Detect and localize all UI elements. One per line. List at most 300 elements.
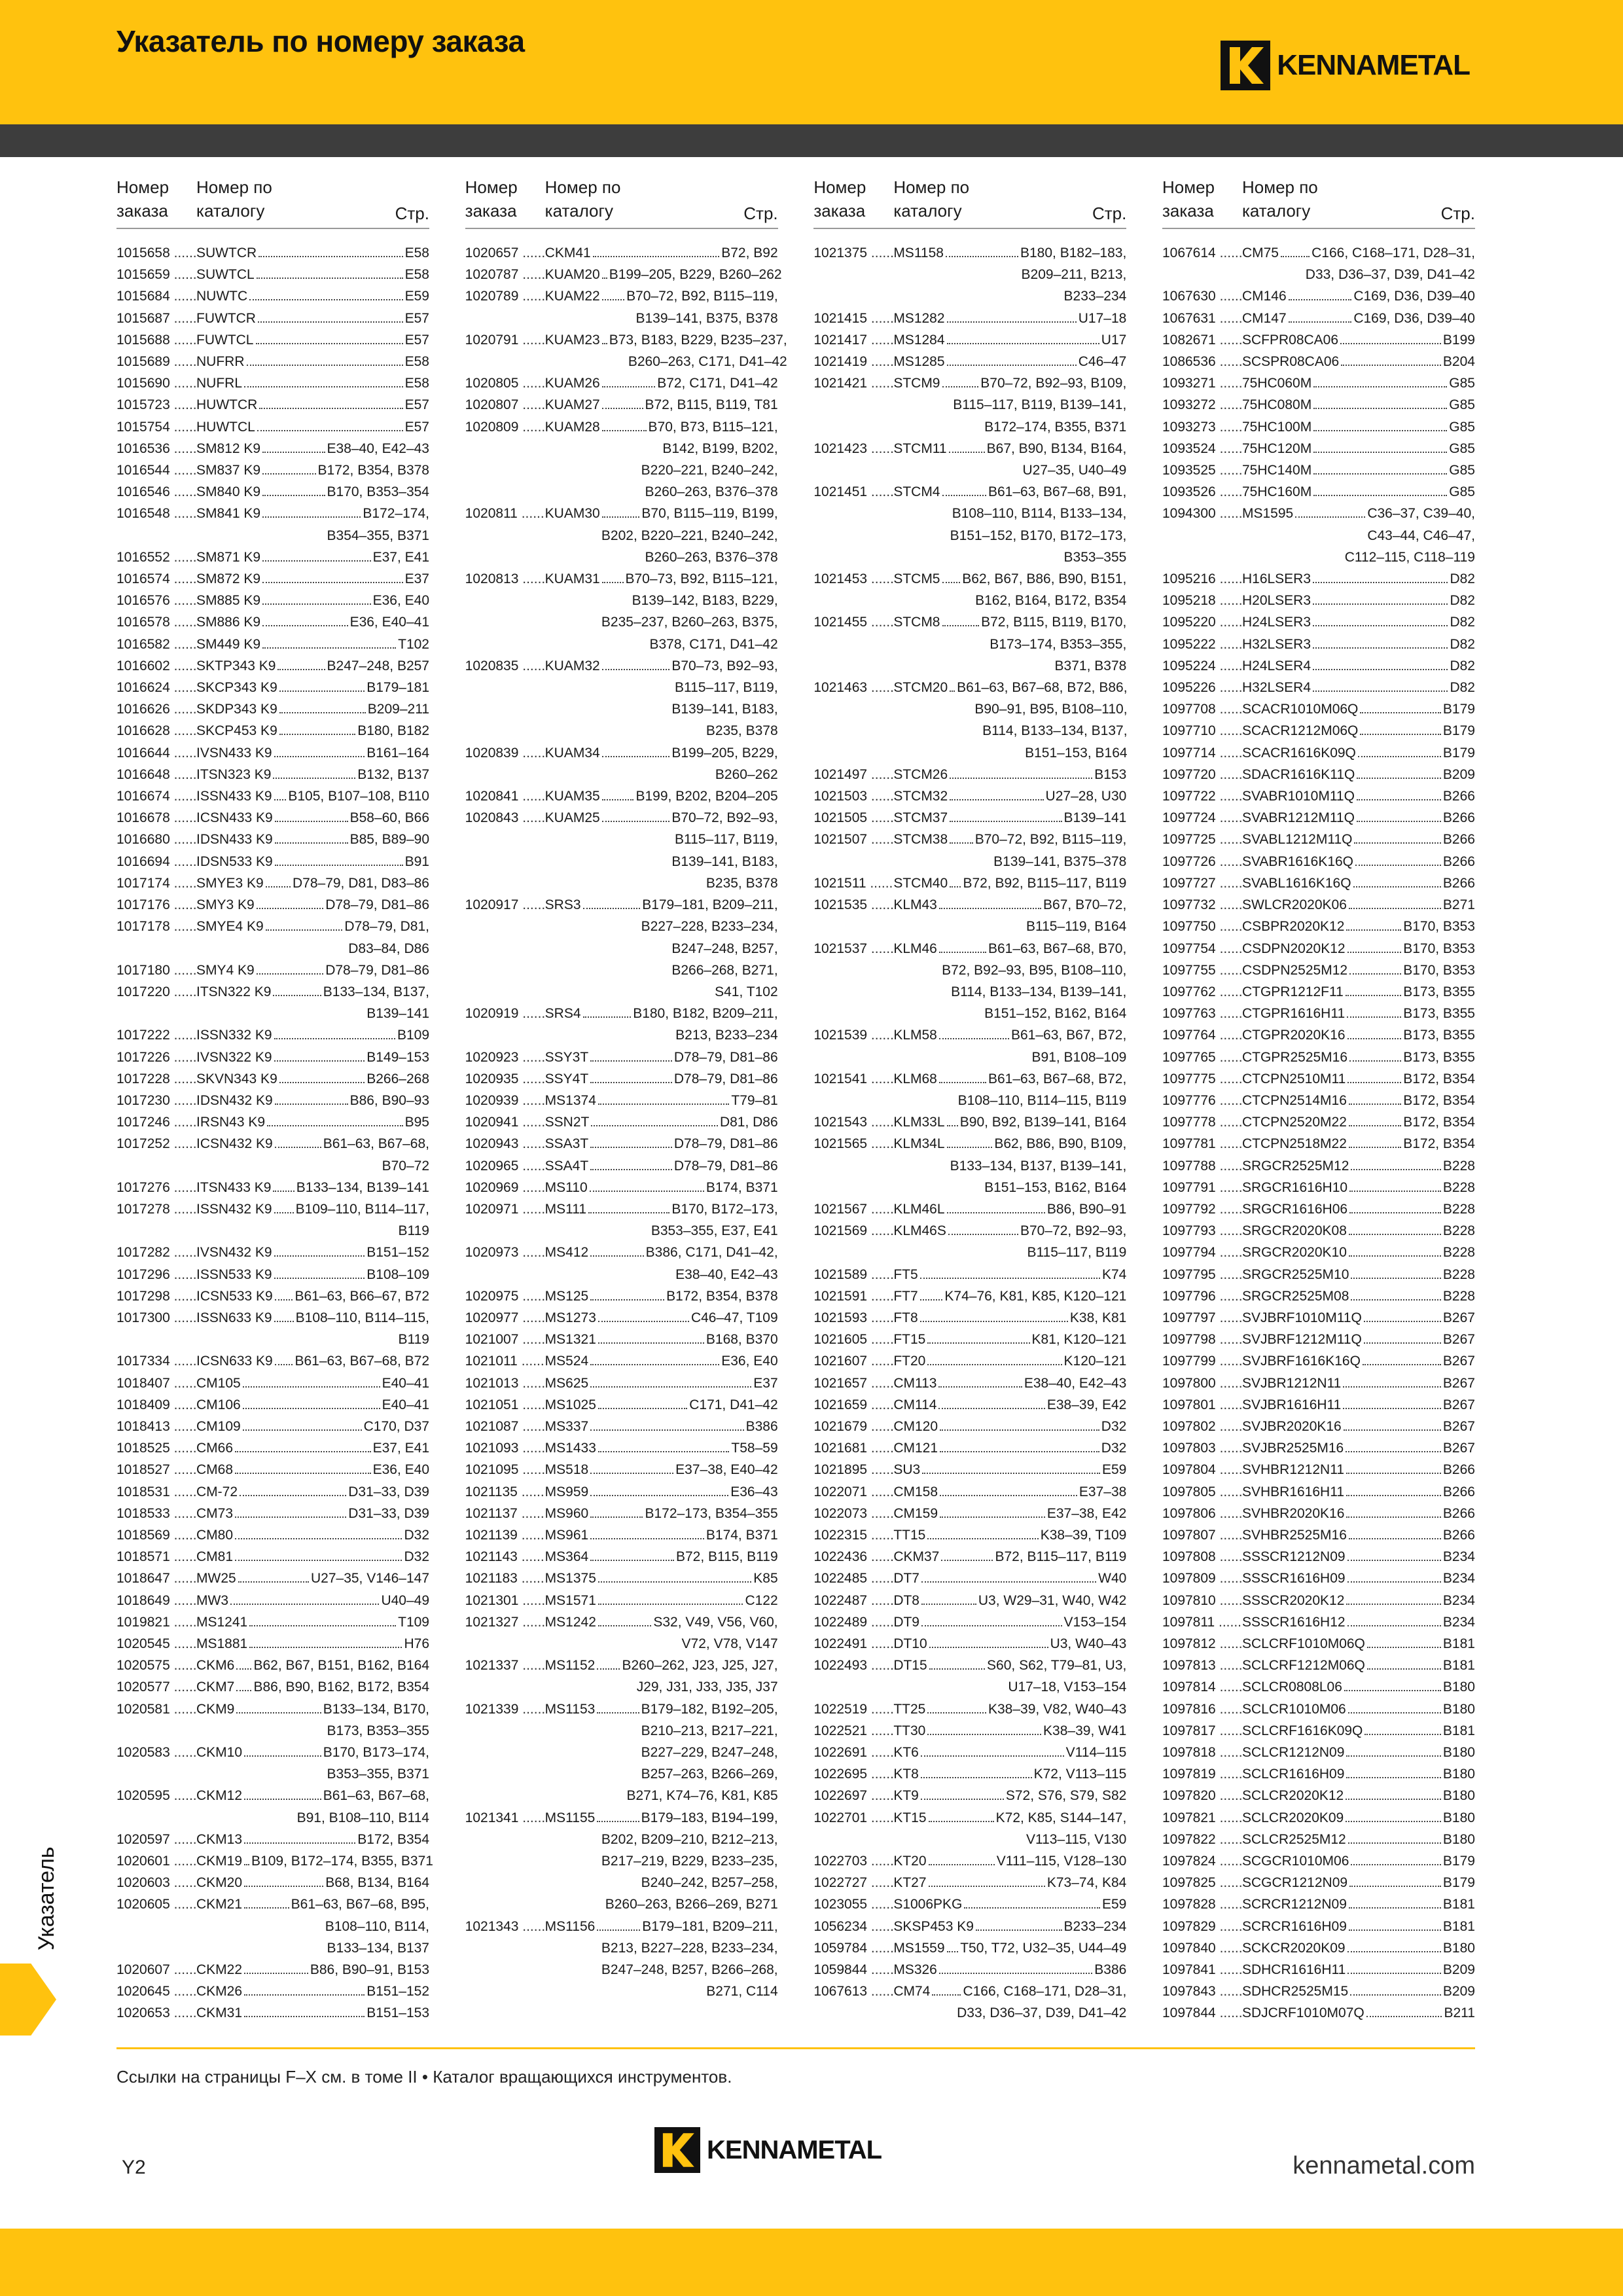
order-number: 1017178 ..... bbox=[116, 916, 196, 959]
index-entry bbox=[465, 1568, 778, 1589]
catalog-number: SSY3T bbox=[544, 1049, 589, 1065]
index-entry bbox=[813, 1742, 1126, 1763]
index-entry bbox=[813, 242, 1126, 308]
catalog-number: FUWTCL bbox=[196, 332, 254, 348]
catalog-number: SRGCR1616H06 bbox=[1241, 1201, 1348, 1217]
order-number: 1022701 ..... bbox=[813, 1807, 893, 1850]
catalog-number: SM841 K9 bbox=[196, 506, 261, 522]
side-tab-label: Указатель bbox=[34, 1846, 59, 1950]
order-number: 1020835 ..... bbox=[465, 655, 545, 742]
catalog-number: SSSCR1212N09 bbox=[1241, 1549, 1346, 1565]
catalog-number: CKM10 bbox=[196, 1745, 243, 1761]
index-entry bbox=[1162, 459, 1475, 481]
catalog-number: MS364 bbox=[544, 1549, 589, 1565]
catalog-number: H24LSER3 bbox=[1241, 615, 1311, 630]
page-reference: B61–63, B67–68, B72, B86, bbox=[957, 680, 1128, 696]
index-entry bbox=[116, 481, 429, 503]
catalog-number: MS1282 bbox=[893, 310, 945, 326]
catalog-number: MS961 bbox=[544, 1527, 589, 1543]
index-entry bbox=[1162, 1676, 1475, 1698]
index-entry bbox=[813, 1611, 1126, 1633]
order-number: 1097795 ..... bbox=[1162, 1264, 1242, 1285]
order-number: 1017174 ..... bbox=[116, 872, 196, 894]
order-number: 1097804 ..... bbox=[1162, 1459, 1242, 1480]
catalog-number: KLM46S bbox=[893, 1223, 946, 1239]
index-entry bbox=[1162, 1285, 1475, 1307]
index-entry bbox=[813, 308, 1126, 329]
order-number: 1015723 ..... bbox=[116, 394, 196, 416]
page-reference: D31–33, D39 bbox=[348, 1484, 429, 1499]
index-entry bbox=[116, 1111, 429, 1133]
page-reference: B228 bbox=[1442, 1158, 1475, 1174]
catalog-number: DT8 bbox=[893, 1592, 919, 1608]
catalog-number: FUWTCR bbox=[196, 310, 256, 326]
catalog-number: CKM37 bbox=[893, 1549, 940, 1565]
index-entry bbox=[116, 590, 429, 611]
order-number: 1017296 ..... bbox=[116, 1264, 196, 1285]
page-reference: E37–38, E40–42 bbox=[675, 1462, 778, 1478]
catalog-number: SKTP343 K9 bbox=[196, 658, 276, 673]
page-reference: B151–152 bbox=[366, 1245, 429, 1261]
page-reference: T79–81 bbox=[731, 1092, 778, 1108]
page-reference-continued: B114, B133–134, B137, bbox=[982, 723, 1128, 739]
order-number: 1022703 ..... bbox=[813, 1850, 893, 1872]
catalog-number: CKM19 bbox=[196, 1854, 243, 1869]
order-number: 1021339 ..... bbox=[465, 1698, 545, 1807]
order-number: 1021093 ..... bbox=[465, 1437, 545, 1459]
page-reference: D78–79, D81–86 bbox=[673, 1071, 778, 1086]
page-reference: T102 bbox=[398, 636, 429, 652]
order-number: 1022489 ..... bbox=[813, 1611, 893, 1633]
page-reference: B266 bbox=[1442, 810, 1475, 826]
page-reference: B180 bbox=[1442, 1679, 1475, 1695]
page-reference: B91 bbox=[404, 853, 429, 869]
page-reference-continued: B227–229, B247–248, bbox=[641, 1745, 778, 1761]
page-reference-continued: B260–263, B376–378 bbox=[645, 484, 778, 500]
index-entry bbox=[813, 1503, 1126, 1524]
catalog-number: CM147 bbox=[1241, 310, 1287, 326]
catalog-number: DT15 bbox=[893, 1658, 927, 1674]
page-reference: E36, E40 bbox=[372, 593, 429, 609]
catalog-number: KLM68 bbox=[893, 1071, 937, 1086]
index-entry bbox=[465, 1003, 778, 1046]
page-reference: B174, B371 bbox=[705, 1179, 778, 1195]
order-number: 1020545 ..... bbox=[116, 1633, 196, 1655]
catalog-number: STCM40 bbox=[893, 875, 948, 891]
order-number: 1020841 ..... bbox=[465, 785, 545, 807]
order-number: 1020973 ..... bbox=[465, 1242, 545, 1285]
page-reference: B173, B355 bbox=[1403, 1006, 1475, 1022]
index-entry bbox=[1162, 1807, 1475, 1829]
page-reference-continued: B233–234 bbox=[1063, 289, 1127, 304]
index-entry bbox=[465, 1372, 778, 1394]
page-reference: D82 bbox=[1450, 636, 1475, 652]
index-entry bbox=[1162, 1590, 1475, 1611]
index-entry bbox=[116, 285, 429, 307]
catalog-number: SVJBRF1212M11Q bbox=[1241, 1332, 1362, 1348]
kennametal-k-icon bbox=[654, 2127, 700, 2173]
index-entry bbox=[116, 807, 429, 829]
page-reference: B266 bbox=[1442, 789, 1475, 804]
index-entry bbox=[813, 1568, 1126, 1589]
order-number: 1097801 ..... bbox=[1162, 1394, 1242, 1416]
catalog-number: TT30 bbox=[893, 1723, 926, 1738]
page-reference: B70, B73, B115–121, bbox=[648, 419, 778, 435]
page-reference: E58 bbox=[404, 267, 429, 283]
index-entry bbox=[1162, 655, 1475, 677]
catalog-number: 75HC160M bbox=[1241, 484, 1312, 500]
page-reference: B233–234 bbox=[1063, 1918, 1127, 1934]
catalog-number: MS1153 bbox=[544, 1701, 596, 1717]
catalog-number: CKM21 bbox=[196, 1897, 243, 1912]
catalog-number: KLM58 bbox=[893, 1028, 937, 1043]
order-number: 1020805 ..... bbox=[465, 372, 545, 394]
catalog-number: SRGCR2525M10 bbox=[1241, 1266, 1349, 1282]
page-reference: K38–39, T109 bbox=[1040, 1527, 1127, 1543]
index-entry bbox=[116, 1481, 429, 1503]
catalog-number: SM837 K9 bbox=[196, 463, 261, 478]
page-reference-continued: B115–117, B119, B139–141, bbox=[953, 397, 1127, 413]
page-reference: B70–72, B92–93, B109, bbox=[980, 376, 1127, 391]
index-entry bbox=[465, 1047, 778, 1068]
page-reference: B61–63, B67–68, B95, bbox=[291, 1897, 429, 1912]
catalog-number: KLM43 bbox=[893, 897, 937, 913]
index-entry bbox=[813, 1350, 1126, 1372]
order-number: 1021593 ..... bbox=[813, 1307, 893, 1329]
index-entry bbox=[813, 829, 1126, 872]
index-entry bbox=[116, 1242, 429, 1263]
catalog-number: CTGPR1616H11 bbox=[1241, 1006, 1346, 1022]
page-reference: B180 bbox=[1442, 1940, 1475, 1956]
catalog-number: TT15 bbox=[893, 1527, 926, 1543]
page-reference-continued: B133–134, B137 bbox=[327, 1940, 429, 1956]
catalog-number: SSA4T bbox=[544, 1158, 589, 1174]
page-reference: B209 bbox=[1442, 766, 1475, 782]
page-reference-continued: B139–141 bbox=[366, 1006, 429, 1022]
index-entry bbox=[116, 1264, 429, 1285]
index-entry bbox=[116, 394, 429, 416]
page-reference: B181 bbox=[1442, 1658, 1475, 1674]
page-reference: U17–18 bbox=[1078, 310, 1127, 326]
order-number: 1017222 ..... bbox=[116, 1024, 196, 1046]
catalog-number: SCSPR08CA06 bbox=[1241, 354, 1340, 370]
page-reference: B68, B134, B164 bbox=[325, 1875, 429, 1891]
page-reference: B109, B172–174, B355, B371 bbox=[251, 1854, 433, 1869]
catalog-number: MS518 bbox=[544, 1462, 589, 1478]
header-catalog-number: Номер по каталогу bbox=[196, 177, 272, 221]
page-reference-continued: B72, B92–93, B95, B108–110, bbox=[942, 962, 1127, 978]
page-reference-continued: B271, K74–76, K81, K85 bbox=[626, 1788, 778, 1804]
page-reference: B61–63, B67, B72, bbox=[1011, 1028, 1127, 1043]
index-entry bbox=[116, 785, 429, 807]
order-number: 1067613 ..... bbox=[813, 1981, 893, 2024]
page-reference: B58–60, B66 bbox=[349, 810, 429, 826]
catalog-number: SVJBRF1616K16Q bbox=[1241, 1354, 1361, 1369]
index-entry bbox=[116, 1133, 429, 1176]
order-number: 1097818 ..... bbox=[1162, 1742, 1242, 1763]
catalog-number: SCFPR08CA06 bbox=[1241, 332, 1339, 348]
page-reference-continued: B173, B353–355 bbox=[327, 1723, 429, 1738]
header-order-number: Номер заказа bbox=[813, 177, 866, 221]
catalog-number: 75HC100M bbox=[1241, 419, 1312, 435]
index-entry bbox=[813, 1720, 1126, 1742]
page-reference-continued: B172–174, B355, B371 bbox=[984, 419, 1127, 435]
order-number: 1086536 ..... bbox=[1162, 351, 1242, 372]
catalog-number: CM120 bbox=[893, 1418, 938, 1434]
index-entry bbox=[813, 611, 1126, 677]
index-entry bbox=[465, 1090, 778, 1111]
page-reference: B109 bbox=[397, 1028, 429, 1043]
index-entry bbox=[1162, 916, 1475, 937]
page-reference-continued: B202, B209–210, B212–213, bbox=[601, 1831, 778, 1847]
page-reference: E38–40, E42–43 bbox=[327, 440, 429, 456]
catalog-number: NUWTC bbox=[196, 289, 248, 304]
order-number: 1097840 ..... bbox=[1162, 1937, 1242, 1959]
order-number: 1020603 ..... bbox=[116, 1872, 196, 1893]
page-reference: B90, B92, B139–141, B164 bbox=[959, 1115, 1127, 1130]
catalog-number: MW3 bbox=[196, 1592, 228, 1608]
order-number: 1015684 ..... bbox=[116, 285, 196, 307]
index-entry bbox=[813, 1133, 1126, 1198]
page-reference: D82 bbox=[1450, 593, 1475, 609]
order-number: 1018525 ..... bbox=[116, 1437, 196, 1459]
catalog-number: SWLCR2020K06 bbox=[1241, 897, 1347, 913]
page-reference-continued: B139–141, B183, bbox=[671, 702, 778, 717]
order-number: 1020597 ..... bbox=[116, 1829, 196, 1850]
order-number: 1021463 ..... bbox=[813, 677, 893, 764]
index-entry bbox=[465, 1133, 778, 1155]
index-entry bbox=[1162, 329, 1475, 351]
catalog-number: CM75 bbox=[1241, 245, 1279, 260]
index-entry bbox=[1162, 1437, 1475, 1459]
header-catalog-number: Номер по каталогу bbox=[893, 177, 970, 221]
page-reference: B170, B173–174, bbox=[323, 1745, 429, 1761]
page-reference: B228 bbox=[1442, 1223, 1475, 1239]
page-reference: B266 bbox=[1442, 853, 1475, 869]
page-reference: D78–79, D81–86 bbox=[673, 1049, 778, 1065]
order-number: 1095224 ..... bbox=[1162, 655, 1242, 677]
order-number: 1022485 ..... bbox=[813, 1568, 893, 1589]
page-reference: B172–173, B354–355 bbox=[645, 1505, 778, 1521]
index-entry bbox=[116, 981, 429, 1024]
catalog-number: CKM7 bbox=[196, 1679, 235, 1695]
index-entry bbox=[813, 1394, 1126, 1416]
page-reference: B172, B354 bbox=[357, 1831, 429, 1847]
index-entry bbox=[465, 394, 778, 416]
catalog-number: SCLCR2020K12 bbox=[1241, 1788, 1344, 1804]
order-number: 1020789 ..... bbox=[465, 285, 545, 329]
order-number: 1097794 ..... bbox=[1162, 1242, 1242, 1263]
order-number: 1020787 ..... bbox=[465, 264, 545, 285]
website-link[interactable]: kennametal.com bbox=[1293, 2152, 1475, 2179]
page-reference: B70, B115–119, B199, bbox=[641, 506, 778, 522]
catalog-number: SRGCR1616H10 bbox=[1241, 1179, 1348, 1195]
index-entry bbox=[465, 655, 778, 742]
order-number: 1021565 ..... bbox=[813, 1133, 893, 1198]
page-reference: B172, B354 bbox=[1403, 1092, 1475, 1108]
index-column bbox=[813, 175, 1126, 2028]
catalog-number: SVABL1212M11Q bbox=[1241, 832, 1353, 848]
index-entry bbox=[1162, 1090, 1475, 1111]
index-entry bbox=[465, 1916, 778, 2003]
index-entry bbox=[465, 372, 778, 394]
page-reference: B170, B353 bbox=[1403, 919, 1475, 935]
page-reference: C169, D36, D39–40 bbox=[1353, 310, 1475, 326]
page-reference: E38–40, E42–43 bbox=[1024, 1375, 1127, 1391]
index-entry bbox=[116, 1698, 429, 1742]
index-entry bbox=[1162, 1655, 1475, 1676]
page-reference: B228 bbox=[1442, 1266, 1475, 1282]
index-entry bbox=[465, 1503, 778, 1524]
index-entry bbox=[1162, 481, 1475, 503]
catalog-number: KUAM35 bbox=[544, 789, 600, 804]
order-number: 1097809 ..... bbox=[1162, 1568, 1242, 1589]
header-page: Стр. bbox=[1440, 204, 1475, 223]
index-entry bbox=[813, 764, 1126, 785]
page-reference: B204 bbox=[1442, 354, 1475, 370]
page-reference: B70–72, B92–93, bbox=[671, 810, 778, 826]
index-entry bbox=[465, 1611, 778, 1655]
catalog-number: CTCPN2514M16 bbox=[1241, 1092, 1347, 1108]
index-entry bbox=[465, 1198, 778, 1242]
order-number: 1021417 ..... bbox=[813, 329, 893, 351]
order-number: 1017300 ..... bbox=[116, 1307, 196, 1350]
order-number: 1097812 ..... bbox=[1162, 1633, 1242, 1655]
header-stripe bbox=[0, 124, 1623, 157]
order-number: 1022491 ..... bbox=[813, 1633, 893, 1655]
catalog-number: MS1375 bbox=[544, 1571, 596, 1587]
index-entry bbox=[1162, 1329, 1475, 1350]
order-number: 1093524 ..... bbox=[1162, 438, 1242, 459]
index-entry bbox=[116, 329, 429, 351]
index-entry bbox=[1162, 503, 1475, 568]
order-number: 1097778 ..... bbox=[1162, 1111, 1242, 1133]
order-number: 1097814 ..... bbox=[1162, 1676, 1242, 1698]
index-entry bbox=[1162, 242, 1475, 285]
catalog-number: SCLCR1212N09 bbox=[1241, 1745, 1345, 1761]
index-entry bbox=[813, 1068, 1126, 1111]
catalog-number: KUAM26 bbox=[544, 376, 600, 391]
index-entry bbox=[116, 1177, 429, 1198]
catalog-number: FT20 bbox=[893, 1354, 926, 1369]
catalog-number: FT7 bbox=[893, 1288, 918, 1304]
order-number: 1021511 ..... bbox=[813, 872, 893, 894]
index-entry bbox=[116, 1742, 429, 1785]
index-entry bbox=[813, 568, 1126, 611]
page-reference-continued: B142, B199, B202, bbox=[662, 440, 778, 456]
order-number: 1067614 ..... bbox=[1162, 242, 1242, 285]
order-number: 1097722 ..... bbox=[1162, 785, 1242, 807]
page-reference-continued: B271, C114 bbox=[706, 1984, 778, 2000]
page-reference: B67, B90, B134, B164, bbox=[986, 440, 1127, 456]
page-reference: B73, B183, B229, B235–237, bbox=[609, 332, 787, 348]
catalog-number: MS1285 bbox=[893, 354, 945, 370]
index-entry bbox=[116, 1459, 429, 1480]
page-reference-continued: B260–263, B266–269, B271 bbox=[605, 1897, 778, 1912]
catalog-number: SRS3 bbox=[544, 897, 581, 913]
footer-rule bbox=[116, 2047, 1475, 2049]
page-reference: B209–211 bbox=[367, 702, 429, 717]
order-number: 1097829 ..... bbox=[1162, 1916, 1242, 1937]
order-number: 1097710 ..... bbox=[1162, 720, 1242, 742]
order-number: 1021137 ..... bbox=[465, 1503, 545, 1524]
catalog-number: STCM20 bbox=[893, 680, 948, 696]
index-entry bbox=[116, 1611, 429, 1633]
index-entry bbox=[813, 894, 1126, 937]
page-reference: V114–115 bbox=[1065, 1745, 1127, 1761]
page-reference-continued: B115–117, B119 bbox=[1027, 1245, 1127, 1261]
page-reference: B172, B354 bbox=[1403, 1136, 1475, 1152]
order-number: 1022436 ..... bbox=[813, 1546, 893, 1568]
order-number: 1097724 ..... bbox=[1162, 807, 1242, 829]
catalog-number: CM73 bbox=[196, 1505, 234, 1521]
page-reference: B61–63, B67–68, B72, bbox=[988, 1071, 1127, 1086]
index-entry bbox=[1162, 1111, 1475, 1133]
header-page: Стр. bbox=[743, 204, 778, 223]
catalog-number: SM449 K9 bbox=[196, 636, 261, 652]
catalog-number: SCACR1010M06Q bbox=[1241, 702, 1359, 717]
catalog-number: SCLCRF1010M06Q bbox=[1241, 1636, 1365, 1651]
page-reference: B108–110, B114–115, bbox=[295, 1310, 429, 1325]
index-entry bbox=[116, 1568, 429, 1589]
page-reference: B211 bbox=[1444, 2005, 1475, 2021]
page-reference-continued: B260–263, C171, D41–42 bbox=[628, 354, 787, 370]
order-number: 1018409 ..... bbox=[116, 1394, 196, 1416]
index-entry bbox=[1162, 1416, 1475, 1437]
page-reference: B85, B89–90 bbox=[349, 832, 429, 848]
order-number: 1017276 ..... bbox=[116, 1177, 196, 1198]
brand-logo bbox=[1221, 41, 1470, 90]
catalog-number: SU3 bbox=[893, 1462, 921, 1478]
order-number: 1097714 ..... bbox=[1162, 742, 1242, 764]
page-reference: E58 bbox=[404, 376, 429, 391]
page-reference: K72, V113–115 bbox=[1033, 1767, 1127, 1782]
index-entry bbox=[1162, 1916, 1475, 1937]
order-number: 1097725 ..... bbox=[1162, 829, 1242, 850]
order-number: 1021507 ..... bbox=[813, 829, 893, 872]
order-number: 1097819 ..... bbox=[1162, 1763, 1242, 1785]
page-reference: G85 bbox=[1449, 440, 1475, 456]
page-reference: D78–79, D81, D83–86 bbox=[293, 875, 429, 891]
index-entry bbox=[116, 568, 429, 590]
catalog-number: SVHBR1616H11 bbox=[1241, 1484, 1345, 1499]
catalog-number: NUFRL bbox=[196, 376, 243, 391]
page-reference: B61–63, B67–68, bbox=[323, 1788, 429, 1804]
page-reference: E37–38 bbox=[1079, 1484, 1127, 1499]
footer-note: Ссылки на страницы F–X см. в томе II • Каталог вращающихся инструментов. bbox=[116, 2067, 732, 2087]
page-reference: D32 bbox=[1101, 1418, 1127, 1434]
page-reference: E36–43 bbox=[730, 1484, 778, 1499]
page-reference: U3, W40–43 bbox=[1050, 1636, 1127, 1651]
index-entry bbox=[465, 1285, 778, 1307]
page-reference: B61–63, B67–68, B72 bbox=[294, 1354, 429, 1369]
index-entry bbox=[1162, 742, 1475, 764]
catalog-number: STCM4 bbox=[893, 484, 940, 500]
page-reference: E57 bbox=[404, 419, 429, 435]
index-entry bbox=[116, 764, 429, 785]
index-entry bbox=[116, 1090, 429, 1111]
page-reference: G85 bbox=[1449, 484, 1475, 500]
catalog-number: MS1025 bbox=[544, 1397, 596, 1412]
order-number: 1093526 ..... bbox=[1162, 481, 1242, 503]
index-entry bbox=[116, 851, 429, 872]
order-number: 1021421 ..... bbox=[813, 372, 893, 438]
page-reference: D32 bbox=[1101, 1441, 1127, 1456]
order-number: 1020839 ..... bbox=[465, 742, 545, 785]
index-entry bbox=[1162, 1003, 1475, 1024]
index-entry bbox=[1162, 677, 1475, 698]
order-number: 1097791 ..... bbox=[1162, 1177, 1242, 1198]
